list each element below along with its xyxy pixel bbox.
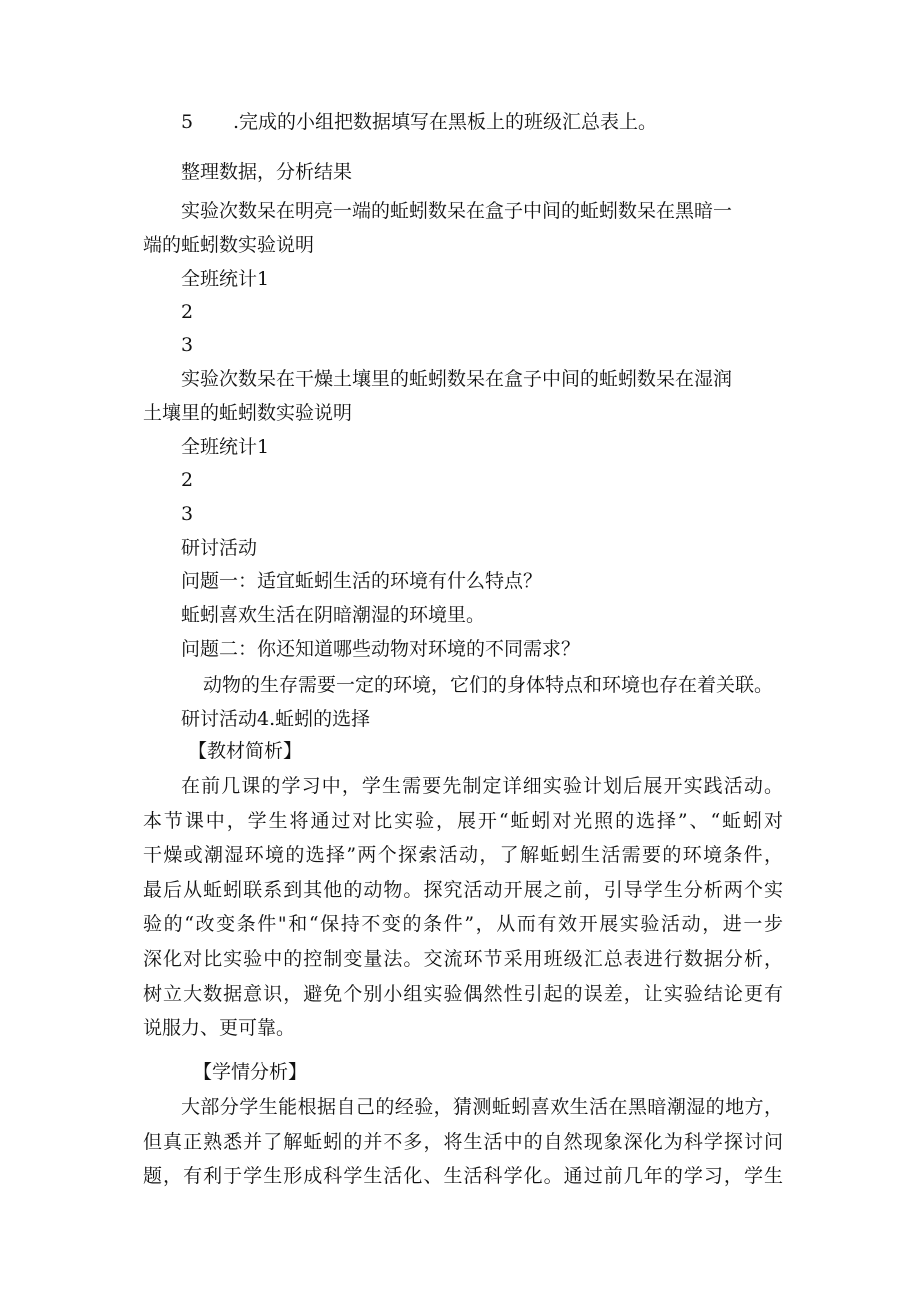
paragraph-line: 在前几课的学习中，学生需要先制定详细实验计划后展开实践活动。 bbox=[181, 775, 783, 797]
paragraph-line: 深化对比实验中的控制变量法。交流环节采用班级汇总表进行数据分析， bbox=[143, 948, 783, 970]
table-row: 3 bbox=[181, 503, 194, 525]
table-row: 2 bbox=[181, 469, 194, 491]
section-heading: 【学情分析】 bbox=[193, 1061, 308, 1083]
section-heading: 研讨活动 bbox=[181, 537, 258, 559]
table-row: 全班统计1 bbox=[181, 268, 270, 290]
table-header-text: 实验次数呆在干燥土壤里的蚯蚓数呆在盒子中间的蚯蚓数呆在湿润 bbox=[181, 368, 733, 390]
table-row: 3 bbox=[181, 334, 194, 356]
table-row: 2 bbox=[181, 301, 194, 323]
paragraph-line: 说服力、更可靠。 bbox=[143, 1017, 296, 1039]
section-heading: 研讨活动4.蚯蚓的选择 bbox=[181, 708, 371, 730]
item-number: 5 bbox=[181, 111, 194, 133]
paragraph-line: 验的“改变条件"和“保持不变的条件”，从而有效开展实验活动，进一步 bbox=[143, 913, 783, 935]
paragraph-line: 大部分学生能根据自己的经验，猜测蚯蚓喜欢生活在黑暗潮湿的地方， bbox=[181, 1096, 783, 1118]
paragraph-line: 题，有利于学生形成科学生活化、生活科学化。通过前几年的学习，学生 bbox=[143, 1165, 783, 1187]
paragraph-line: 最后从蚯蚓联系到其他的动物。探究活动开展之前，引导学生分析两个实 bbox=[143, 879, 783, 901]
table-header-text: 实验次数呆在明亮一端的蚯蚓数呆在盒子中间的蚯蚓数呆在黑暗一 bbox=[181, 200, 733, 222]
answer: 动物的生存需要一定的环境，它们的身体特点和环境也存在着关联。 bbox=[203, 674, 774, 696]
section-heading: 整理数据，分析结果 bbox=[181, 161, 353, 183]
item-text: .完成的小组把数据填写在黑板上的班级汇总表上。 bbox=[233, 111, 658, 133]
question: 问题二：你还知道哪些动物对环境的不同需求？ bbox=[181, 638, 581, 660]
paragraph-line: 但真正熟悉并了解蚯蚓的并不多，将生活中的自然现象深化为科学探讨问 bbox=[143, 1131, 783, 1153]
section-heading: 【教材简析】 bbox=[188, 740, 303, 762]
answer: 蚯蚓喜欢生活在阴暗潮湿的环境里。 bbox=[181, 604, 486, 626]
table-row: 全班统计1 bbox=[181, 436, 270, 458]
question: 问题一：适宜蚯蚓生活的环境有什么特点？ bbox=[181, 570, 543, 592]
paragraph-line: 本节课中，学生将通过对比实验，展开“蚯蚓对光照的选择”、“蚯蚓对 bbox=[143, 810, 783, 832]
paragraph-line: 干燥或潮湿环境的选择”两个探索活动，了解蚯蚓生活需要的环境条件， bbox=[143, 844, 783, 866]
table-header-text: 土壤里的蚯蚓数实验说明 bbox=[143, 402, 353, 424]
paragraph-line: 树立大数据意识，避免个别小组实验偶然性引起的误差，让实验结论更有 bbox=[143, 983, 783, 1005]
table-header-text: 端的蚯蚓数实验说明 bbox=[143, 234, 315, 256]
